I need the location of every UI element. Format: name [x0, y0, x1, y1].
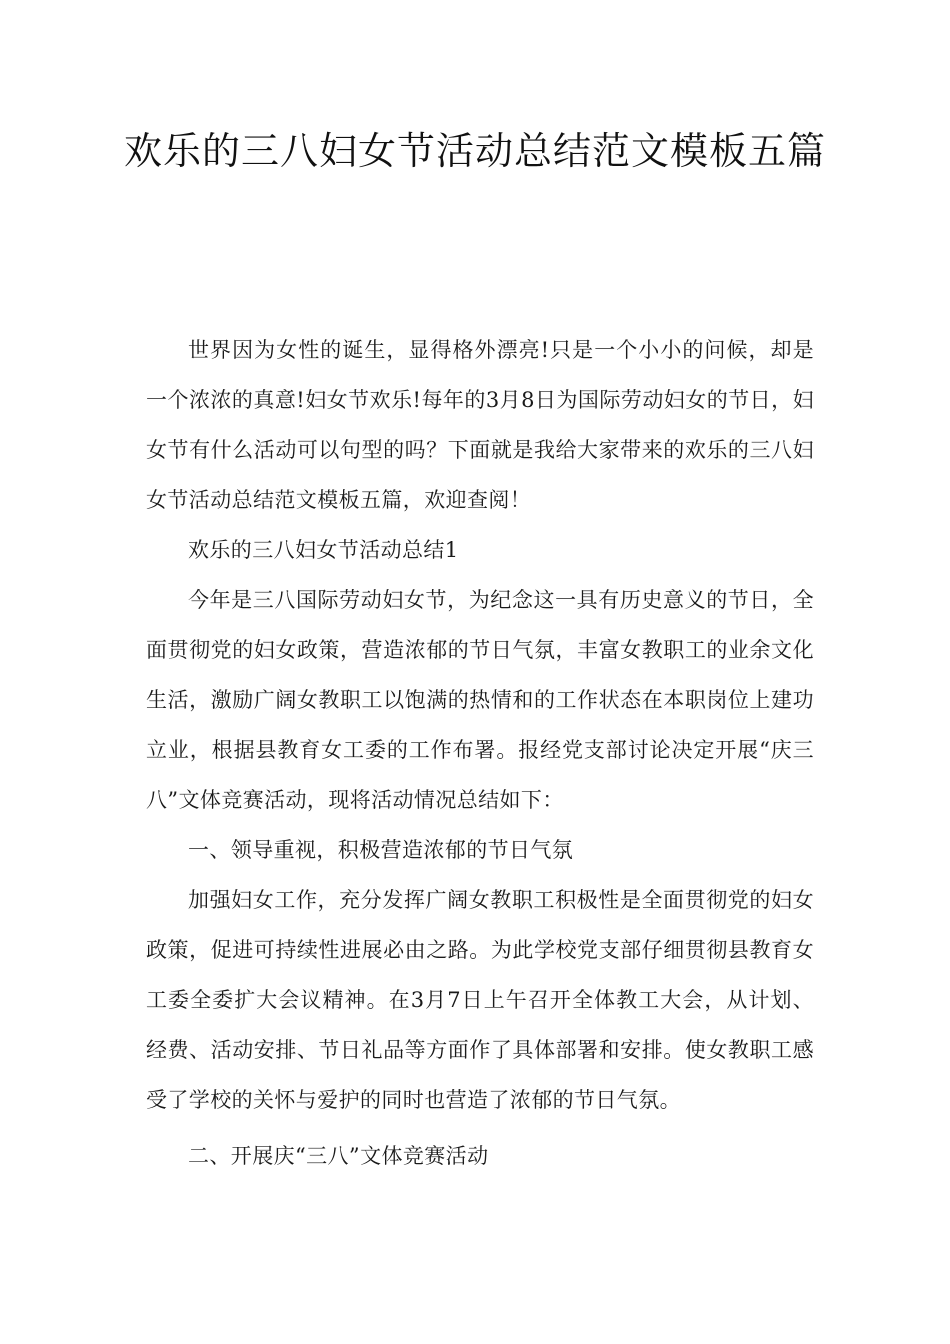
document-title: 欢乐的三八妇女节活动总结范文模板五篇 [123, 129, 826, 173]
body-paragraph: 今年是三八国际劳动妇女节，为纪念这一具有历史意义的节日，全面贯彻党的妇女政策，营造浓郁的节日气氛，丰富女教职工的业余文化生活，激励广阔女教职工以饱满的热情和的工作状态在本职岗位上建功立业，根据县教育女工委的工作布署。报经党支部讨论决定开展“庆三八”文体竞赛活动，现将活动情况总结如下： [146, 588, 814, 812]
body-paragraph: 加强妇女工作，充分发挥广阔女教职工积极性是全面贯彻党的妇女政策，促进可持续性进展必由之路。为此学校党支部仔细贯彻县教育女工委全委扩大会议精神。在3月7日上午召开全体教工大会，从计划、经费、活动安排、节日礼品等方面作了具体部署和安排。使女教职工感受了学校的关怀与爱护的同时也营造了浓郁的节日气氛。 [146, 888, 814, 1112]
intro-paragraph: 世界因为女性的诞生，显得格外漂亮!只是一个小小的问候，却是一个浓浓的真意!妇女节欢乐!每年的3月8日为国际劳动妇女的节日，妇女节有什么活动可以句型的吗？下面就是我给大家带来的欢乐的三八妇女节活动总结范文模板五篇，欢迎查阅！ [146, 338, 814, 512]
subsection-heading-1: 一、领导重视，积极营造浓郁的节日气氛 [188, 838, 574, 862]
subsection-heading-2: 二、开展庆“三八”文体竞赛活动 [188, 1144, 489, 1168]
section-heading-1: 欢乐的三八妇女节活动总结1 [188, 538, 459, 562]
document-body [146, 325, 814, 1181]
